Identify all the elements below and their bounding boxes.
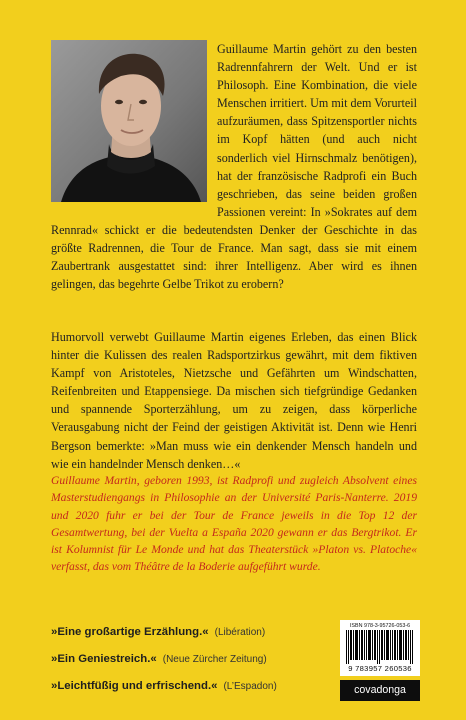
quote-text: »Leichtfüßig und erfrischend.«: [51, 680, 218, 692]
publisher-logo: covadonga: [340, 680, 420, 701]
ean-digits: 9 783957 260536: [348, 664, 412, 673]
intro-paragraph: [51, 40, 417, 293]
quote-text: »Eine großartige Erzählung.«: [51, 626, 209, 638]
press-quote: [51, 653, 267, 665]
press-quote: [51, 680, 277, 692]
quote-source: (Libération): [214, 627, 266, 638]
quote-source: (Neue Zürcher Zeitung): [162, 654, 267, 665]
press-quote: [51, 626, 265, 638]
isbn-barcode-box: [340, 620, 420, 676]
author-bio: Guillaume Martin, geboren 1993, ist Radprofi und zugleich Absolvent eines Masterstudiengangs in Philosophie an der Université Paris-Nanterre. 2019 und 2020 fuhr er bei der Tour de France jeweils in die Top 12 der Gesamtwertung, bei der Vuelta a España 2020 gewann er das Bergtrikot. Er ist Kolumnist für Le Monde und hat das Theaterstück »Platon vs. Platoche« verfasst, das vom Théâtre de la Boderie aufgeführt wurde.: [51, 474, 417, 574]
quote-source: (L’Espadon): [223, 681, 277, 692]
barcode-icon: [346, 630, 414, 664]
description-paragraph: Humorvoll verwebt Guillaume Martin eigenes Erleben, das einen Blick hinter die Kulissen des realen Radsportzirkus gewährt, mit dem fiktiven Kampf von Aristoteles, Nietzsche und Gefährten um Windschatten, Reifenbreiten und Etappensiege. Da mischen sich tiefgründige Gedanken und spannende Sporterzählung, um zu zeigen, dass körperliche Verausgabung nicht der Feind der geistigen Aktivität ist. Denn wie Henri Bergson bemerkte: »Man muss wie ein denkender Mensch handeln und wie ein handelnder Mensch denken…«: [51, 330, 417, 471]
portrait-text-wrap-spacer: [51, 40, 217, 208]
isbn-number: ISBN 978-3-95726-053-6: [349, 623, 411, 629]
intro-text: Guillaume Martin gehört zu den besten Radrennfahrern der Welt. Und er ist Philosoph. Eine Kombination, die viele Menschen irritiert. Um mit dem Vorurteil aufzuräumen, dass Spitzensportler nichts im Kopf hätten (und auch nicht sonderlich viel Hirnschmalz benötigen), hat der französische Radprofi ein Buch geschrieben, das seine beiden großen Passionen vereint: In »Sokrates auf dem Rennrad« schickt er die bedeutendsten Denker der Geschichte in das größte Radrennen, die Tour de France. Man sagt, dass sie mit einem Zaubertrank ausgestattet sind: ihrer Intelligenz. Aber wird es ihnen gelingen, das begehrte Gelbe Trikot zu erobern?: [51, 42, 417, 292]
quote-text: »Ein Geniestreich.«: [51, 653, 157, 665]
